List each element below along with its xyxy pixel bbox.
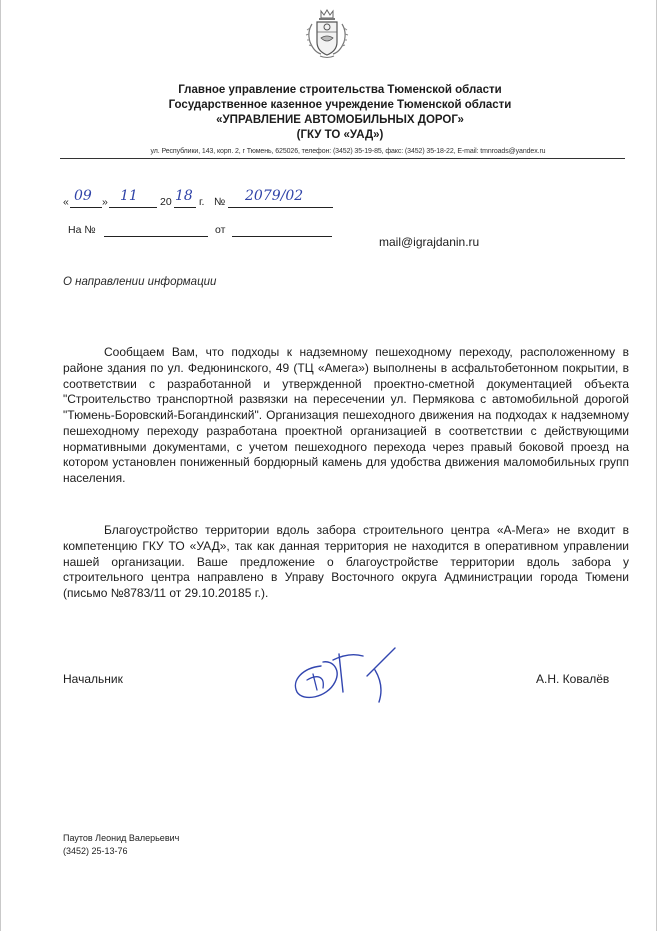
number-label: №	[214, 196, 226, 208]
handwritten-signature	[283, 636, 413, 706]
org-department-name: «УПРАВЛЕНИЕ АВТОМОБИЛЬНЫХ ДОРОГ»	[216, 114, 464, 126]
date-close-quote: »	[102, 196, 108, 208]
letter-subject: О направлении информации	[63, 276, 217, 288]
body-paragraph-1: Сообщаем Вам, что подходы к надземному пешеходному переходу, расположенному в районе здания по ул. Федюнинского, 49 (ТЦ «Амега») выполнены в асфальтобетонном покрытии, в соответствии с разработанной и утвержденной проектно-сметной документацией объекта "Строительство транспортной развязки на пересечении ул. Пермякова с автомобильной дорогой "Тюмень-Боровский-Богандинский". Организация пешеходного движения на подходах к надземному пешеходному переходу разработана проектной организацией в соответствии с действующими нормативными документами, с учетом пешеходного перехода через правый боковой проезд на котором установлен пониженный бордюрный камень для удобства движения маломобильных групп населения.	[63, 345, 629, 485]
handwritten-day: 09	[74, 188, 92, 204]
handwritten-year: 18	[175, 188, 193, 204]
year-prefix: 20	[160, 196, 172, 208]
handwritten-number: 2079/02	[245, 188, 304, 204]
executor-name: Паутов Леонид Валерьевич	[63, 833, 180, 843]
org-abbreviation: (ГКУ ТО «УАД»)	[296, 129, 384, 141]
org-address-line: ул. Республики, 143, корп. 2, г Тюмень, 625026, телефон: (3452) 35-19-85, факс: (3452) 35-18-22, E-mail: tmnroads@yandex.ru	[150, 148, 546, 155]
header-divider	[60, 158, 625, 159]
day-underline	[70, 207, 102, 208]
number-underline	[228, 207, 333, 208]
year-label: г.	[199, 196, 205, 208]
signatory-name: А.Н. Ковалёв	[536, 672, 610, 686]
month-underline	[109, 207, 157, 208]
signatory-title: Начальник	[63, 672, 123, 686]
handwritten-month: 11	[120, 188, 138, 204]
reply-number-underline	[104, 236, 208, 237]
reply-date-label: от	[215, 224, 226, 236]
org-ministry-name: Главное управление строительства Тюменской области	[178, 84, 502, 96]
executor-phone: (3452) 25-13-76	[63, 846, 128, 856]
recipient-email: mail@igrajdanin.ru	[379, 235, 480, 249]
body-paragraph-2: Благоустройство территории вдоль забора строительного центра «А-Мега» не входит в компетенцию ГКУ ТО «УАД», так как данная территория не находится в оперативном управлении нашей организации. Ваше предложение о благоустройстве территории вдоль забора у строительного центра направлено в Управу Восточного округа Администрации города Тюмени (письмо №8783/11 от 29.10.20185 г.).	[63, 523, 629, 600]
date-open-quote: «	[63, 196, 69, 208]
org-institution-name: Государственное казенное учреждение Тюменской области	[168, 99, 512, 111]
page-edge-left	[0, 0, 1, 931]
reply-number-label: На №	[68, 224, 96, 236]
coat-of-arms-emblem	[304, 8, 350, 60]
reply-date-underline	[232, 236, 332, 237]
year-underline	[174, 207, 196, 208]
